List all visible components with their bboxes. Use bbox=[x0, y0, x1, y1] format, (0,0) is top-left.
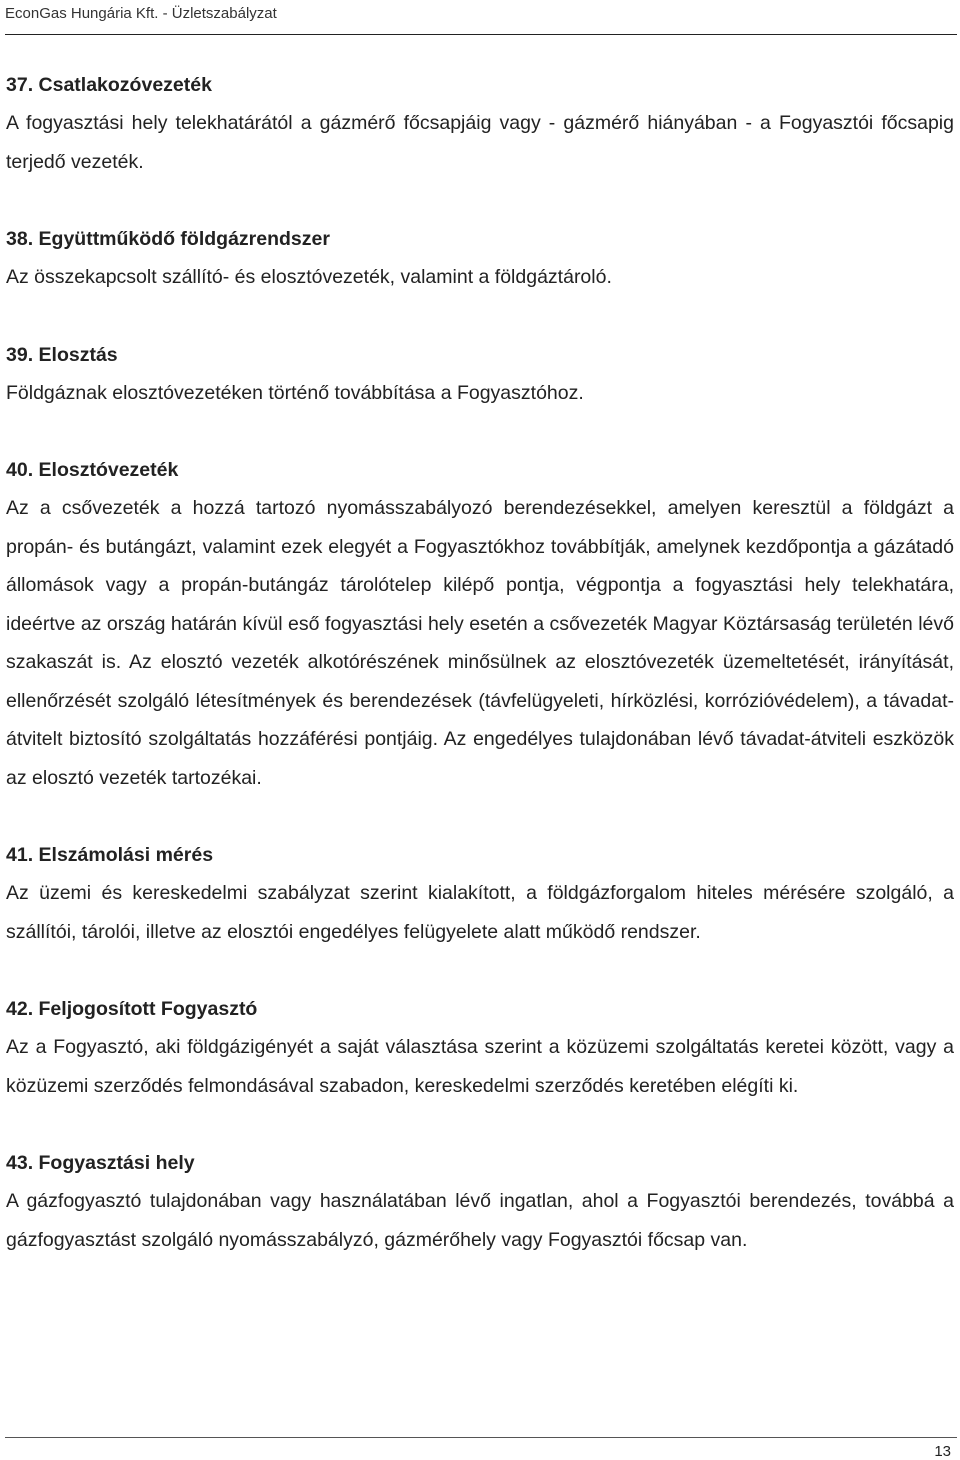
section-body: Földgáznak elosztóvezetéken történő továbbítása a Fogyasztóhoz. bbox=[6, 381, 584, 404]
section-title: 39. Elosztás bbox=[6, 343, 118, 366]
section-body: Az összekapcsolt szállító- és elosztóvezeték, valamint a földgáztároló. bbox=[6, 266, 612, 288]
section-42 bbox=[6, 990, 954, 1105]
section-title: 43. Fogyasztási hely bbox=[6, 1152, 195, 1174]
section-41 bbox=[6, 836, 954, 951]
page-footer bbox=[5, 1437, 957, 1460]
section-title: 42. Feljogosított Fogyasztó bbox=[6, 998, 258, 1020]
section-body: Az üzemi és kereskedelmi szabályzat szerint kialakított, a földgázforgalom hiteles mérésére szolgáló, a szállítói, tárolói, illetve az elosztói engedélyes felügyelete alatt működő rendszer. bbox=[6, 882, 954, 943]
section-body: Az a Fogyasztó, aki földgázigényét a saját választása szerint a közüzemi szolgáltatás keretei között, vagy a közüzemi szerződés felmondásával szabadon, kereskedelmi szerződés keretében elégíti ki. bbox=[6, 1036, 954, 1097]
section-body: A gázfogyasztó tulajdonában vagy használatában lévő ingatlan, ahol a Fogyasztói berendezés, továbbá a gázfogyasztást szolgáló nyomásszabályzó, gázmérőhely vagy Fogyasztói főcsap van. bbox=[6, 1190, 954, 1251]
section-43 bbox=[6, 1144, 954, 1259]
page-number: 13 bbox=[934, 1443, 951, 1460]
section-title: 37. Csatlakozóvezeték bbox=[6, 74, 212, 96]
section-title: 40. Elosztóvezeték bbox=[6, 459, 179, 481]
section-40 bbox=[6, 451, 954, 797]
section-title: 41. Elszámolási mérés bbox=[6, 844, 214, 866]
section-body: Az a csővezeték a hozzá tartozó nyomásszabályozó berendezésekkel, amelyen keresztül a földgázt a propán- és butángázt, valamint ezek elegyét a Fogyasztókhoz továbbítják, amelynek kezdőpontja a gázátadó állomások vagy a propán-butángáz tárolótelep kilépő pontja, végpontja a fogyasztási hely telekhatára, ideértve az ország határán kívül eső fogyasztási hely esetén a csővezeték Magyar Köztársaság területén lévő szakaszát is. Az elosztó vezeték alkotórészének minősülnek az elosztóvezeték üzemeltetését, irányítását, ellenőrzését szolgáló létesítmények és berendezések (távfelügyeleti, hírközlési, korrózióvédelem), a távadat-átvitelt biztosító szolgáltatás hozzáférési pontjáig. Az engedélyes tulajdonában lévő távadat-átviteli eszközök az elosztó vezeték tartozékai. bbox=[6, 497, 954, 789]
document-title: EconGas Hungária Kft. - Üzletszabályzat bbox=[5, 5, 277, 22]
document-content bbox=[6, 66, 954, 1259]
section-title: 38. Együttműködő földgázrendszer bbox=[6, 228, 330, 250]
section-37 bbox=[6, 66, 954, 181]
section-body: A fogyasztási hely telekhatárától a gázmérő főcsapjáig vagy - gázmérő hiányában - a Fogyasztói főcsapig terjedő vezeték. bbox=[6, 112, 954, 173]
section-39 bbox=[6, 336, 954, 413]
page-header bbox=[5, 0, 957, 35]
section-38 bbox=[6, 220, 954, 297]
